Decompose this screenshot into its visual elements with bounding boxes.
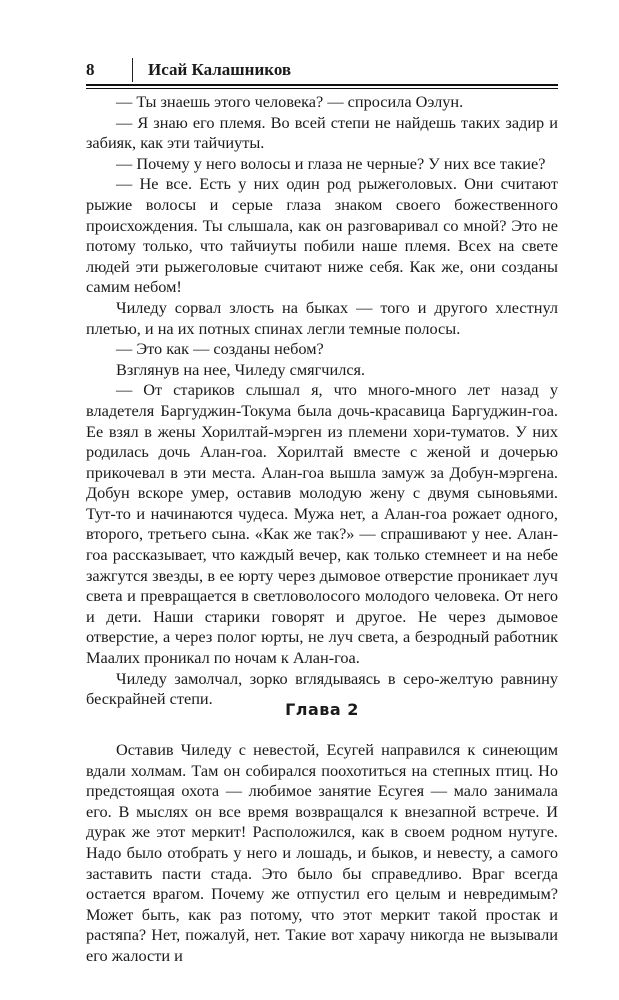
header-divider [132, 58, 133, 82]
paragraph: — Я знаю его племя. Во всей степи не найдешь таких задир и забияк, как эти тайчиуты. [86, 112, 558, 153]
paragraph: — От стариков слышал я, что много-много лет назад у владетеля Баргуджин-Токума была дочь-красавица Баргуджин-гоа. Ее взял в жены Хорилтай-мэрген из племени хори-туматов. У них родилась дочь Алан-гоа. Хорилтай вместе с женой и дочерью прикочевал в эти места. Алан-гоа вышла замуж за Добун-мэргена. Добун вскоре умер, оставив молодую жену с двумя сыновьями. Тут-то и начинаются чудеса. Мужа нет, а Алан-гоа рожает одного, второго, третьего сына. «Как же так?» — спрашивают у нее. Алан-гоа рассказывает, что каждый вечер, как только стемнеет и на небе зажгутся звезды, в ее юрту через дымовое отверстие проникает луч света и превращается в светловолосого молодого человека. От него и дети. Наши старики говорят и другое. Не через дымовое отверстие, а через полог юрты, не луч света, а безродный работник Маалих проникал по ночам к Алан-гоа. [86, 380, 558, 668]
text-section-2 [86, 740, 558, 967]
running-header [86, 58, 558, 84]
paragraph: — Не все. Есть у них один род рыжеголовых. Они считают рыжие волосы и серые глаза знаком своего божественного происхождения. Ты слышала, как он разговаривал со мной? Это не потому только, что тайчиуты побили наше племя. Всех на свете людей эти рыжеголовые считают ниже себя. Как же, они созданы самим небом! [86, 174, 558, 297]
paragraph: Чиледу замолчал, зорко вглядываясь в серо-желтую равнину бескрайней степи. [86, 668, 558, 709]
paragraph: Чиледу сорвал злость на быках — того и другого хлестнул плетью, и на их потных спинах легли темные полосы. [86, 297, 558, 338]
paragraph: — Почему у него волосы и глаза не черные? У них все такие? [116, 153, 546, 173]
author-name: Исай Калашников [148, 60, 292, 79]
paragraph: — Ты знаешь этого человека? — спросила Оэлун. [116, 92, 464, 111]
text-section-1 [86, 92, 558, 710]
paragraph: Взглянув на нее, Чиледу смягчился. [116, 359, 366, 379]
header-rule-thin [86, 88, 558, 89]
paragraph: — Это как — созданы небом? [116, 339, 324, 359]
paragraph: Оставив Чиледу с невестой, Есугей направился к синеющим вдали холмам. Там он собирался поохотиться на степных птиц. Но предстоящая охота — любимое занятие Есугея — мало занимала его. В мыслях он все время возвращался к внезапной встрече. И дурак же этот меркит! Расположился, как в своем родном нутуге. Надо было отобрать у него и лошадь, и быков, и невесту, а самого заставить пасти стада. Это было бы справедливо. Враг всегда остается врагом. Почему же отпустил его целым и невредимым? Может быть, как раз потому, что этот меркит такой простак и растяпа? Нет, пожалуй, нет. Такие вот харачу никогда не вызывали его жалости и [86, 740, 558, 965]
page-number: 8 [86, 60, 95, 79]
header-rule-thick [86, 84, 558, 86]
chapter-heading: Глава 2 [285, 700, 359, 719]
